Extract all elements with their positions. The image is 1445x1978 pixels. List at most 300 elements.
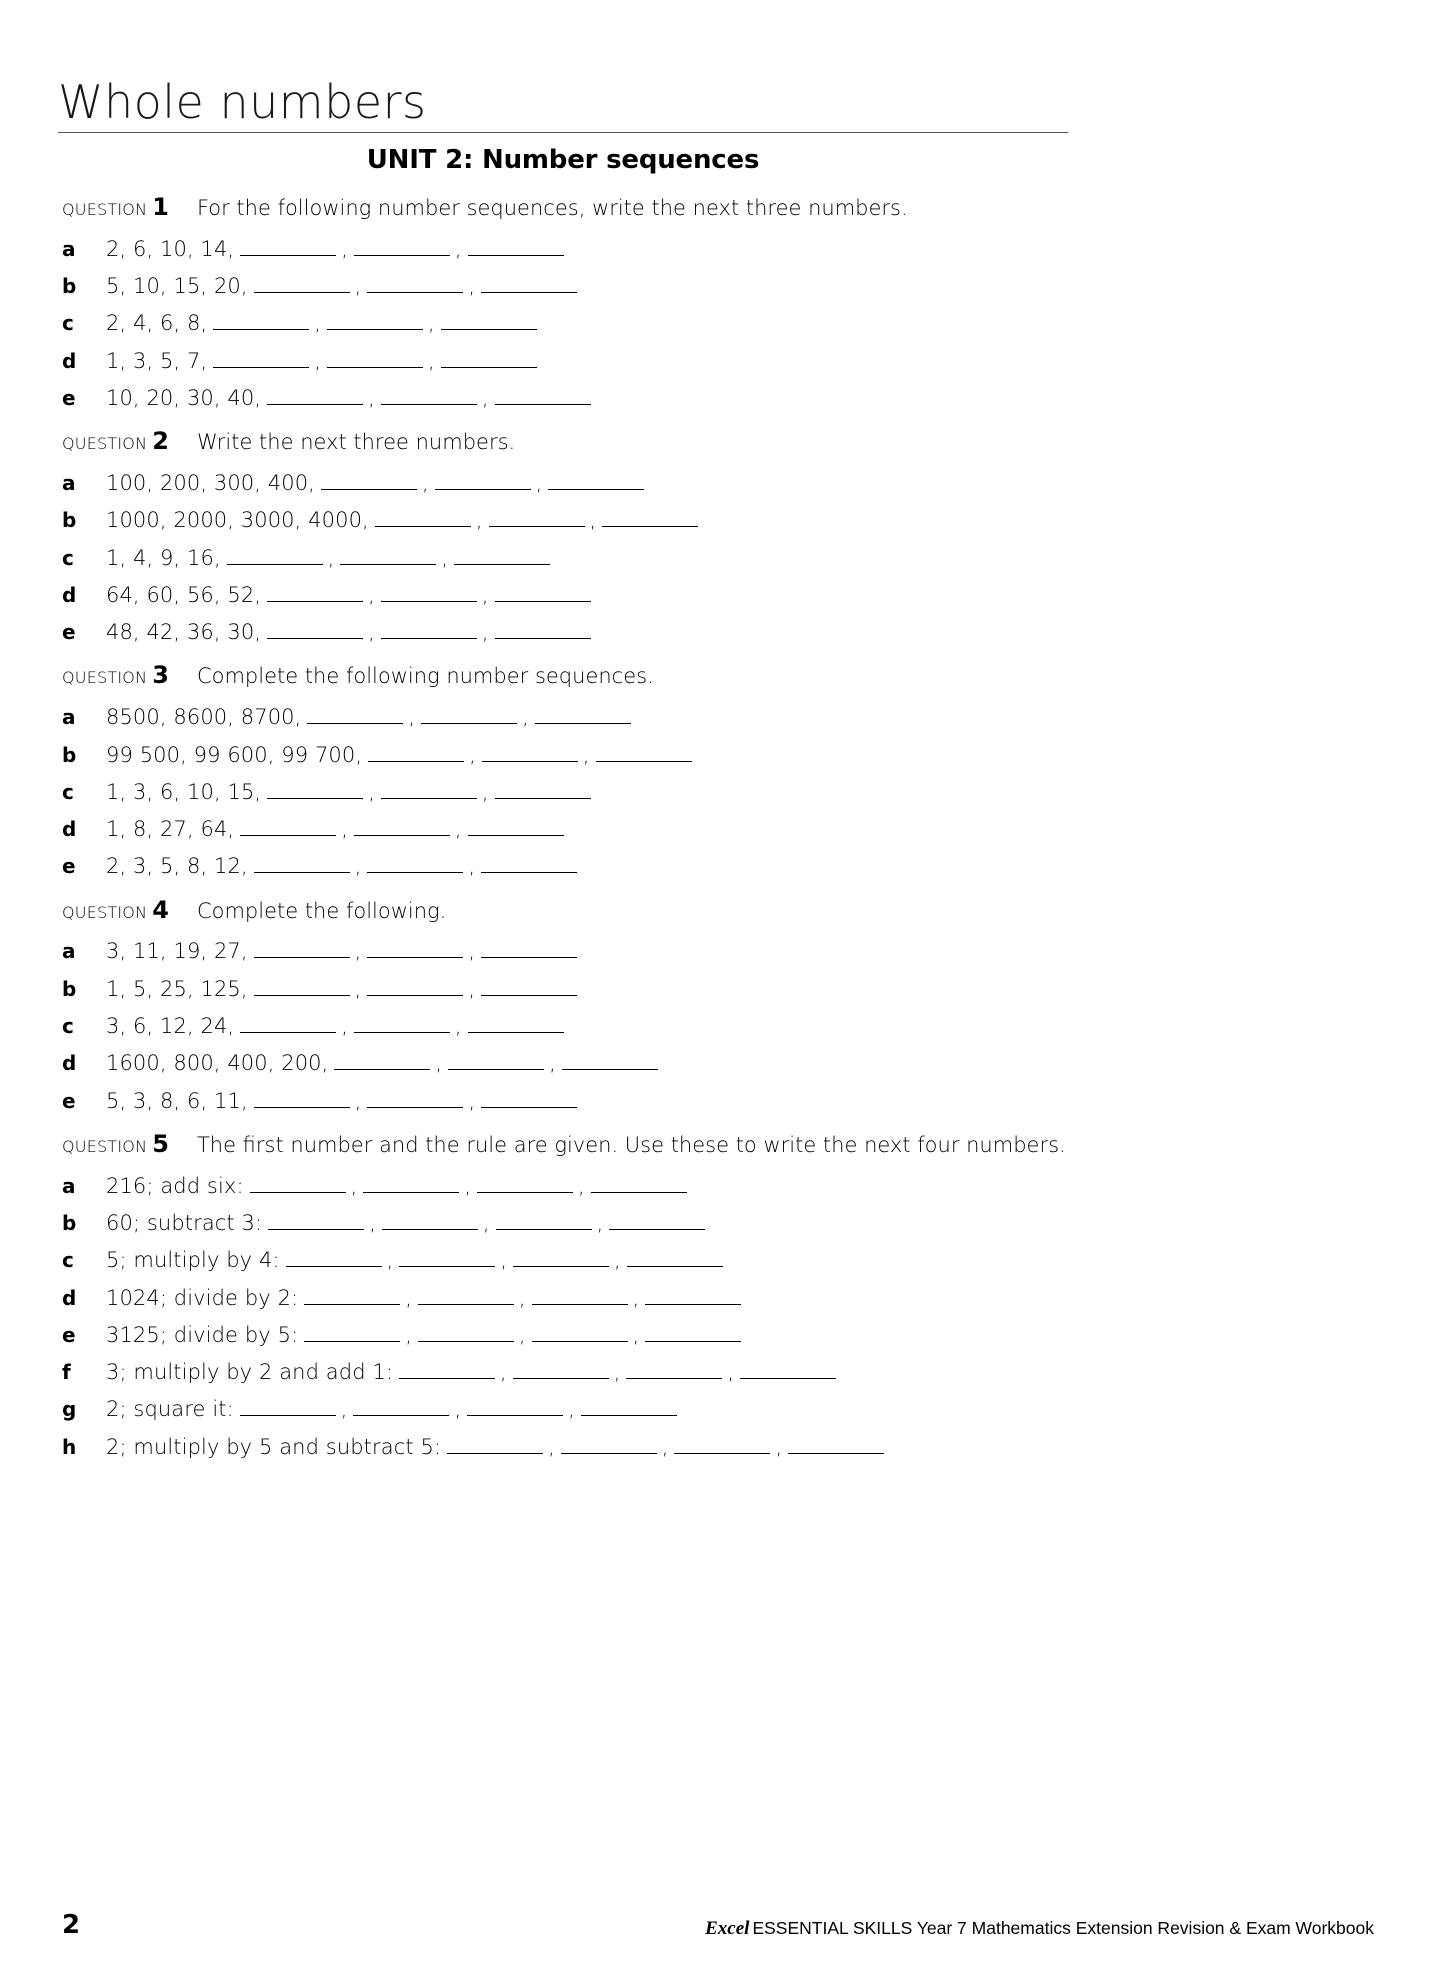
blank-separator-comma: , (368, 582, 375, 607)
question-item (62, 779, 1392, 806)
item-body (106, 1396, 677, 1423)
item-body (106, 1247, 723, 1274)
question-block (62, 192, 1392, 412)
blank-separator-comma: , (661, 1434, 669, 1459)
answer-blank[interactable] (267, 798, 363, 799)
answer-blank[interactable] (399, 1266, 495, 1267)
blank-separator-comma: , (482, 1210, 490, 1235)
question-item (62, 976, 1392, 1003)
blank-separator-comma: , (481, 779, 489, 804)
blank-separator-comma: , (314, 348, 321, 373)
item-letter: e (62, 1322, 76, 1347)
item-sequence: 1, 5, 25, 125, (106, 976, 248, 1001)
blank-separator-comma: , (368, 385, 375, 410)
answer-blank[interactable] (481, 957, 577, 958)
answer-blank[interactable] (481, 872, 577, 873)
blank-separator-comma: , (632, 1322, 640, 1347)
answer-blank[interactable] (227, 564, 323, 565)
item-body (106, 1285, 741, 1312)
blank-separator-comma: , (468, 1088, 476, 1113)
question-item (62, 1210, 1392, 1237)
question-item (62, 1396, 1392, 1423)
answer-blank[interactable] (254, 1107, 350, 1108)
answer-blank[interactable] (321, 489, 417, 490)
answer-blank[interactable] (213, 329, 309, 330)
question-number: 5 (152, 1129, 169, 1158)
item-letter: d (62, 1285, 77, 1310)
item-letter: a (62, 236, 76, 261)
answer-blank[interactable] (240, 1415, 336, 1416)
answer-blank[interactable] (421, 723, 517, 724)
blank-separator-comma: , (354, 1088, 362, 1113)
answer-blank[interactable] (548, 489, 644, 490)
chapter-title: Whole numbers (58, 75, 427, 129)
item-body (106, 1434, 884, 1461)
question-instruction: Complete the following. (196, 898, 447, 923)
blank-separator-comma: , (613, 1360, 621, 1385)
questions-container (62, 192, 1392, 1475)
answer-blank[interactable] (254, 872, 350, 873)
question-label: question (62, 429, 148, 456)
page-footer (62, 1910, 1382, 1940)
answer-blank[interactable] (240, 255, 336, 256)
answer-blank[interactable] (448, 1069, 544, 1070)
item-sequence: 64, 60, 56, 52, (106, 582, 262, 607)
item-letter: b (62, 742, 77, 767)
answer-blank[interactable] (441, 367, 537, 368)
question-instruction: Complete the following number sequences. (196, 664, 654, 689)
answer-blank[interactable] (489, 526, 585, 527)
item-letter: c (62, 1014, 74, 1039)
answer-blank[interactable] (788, 1453, 884, 1454)
question-item (62, 1173, 1392, 1200)
item-body (106, 582, 591, 609)
answer-blank[interactable] (495, 798, 591, 799)
question-item (62, 1434, 1392, 1461)
item-letter: c (62, 545, 74, 570)
answer-blank[interactable] (250, 1192, 346, 1193)
answer-blank[interactable] (381, 404, 477, 405)
question-item (62, 348, 1392, 375)
blank-separator-comma: , (408, 705, 416, 730)
answer-blank[interactable] (467, 1415, 563, 1416)
item-body (106, 1359, 836, 1386)
answer-blank[interactable] (334, 1069, 430, 1070)
item-body (106, 1173, 687, 1200)
item-sequence: 2, 6, 10, 14, (106, 236, 235, 261)
question-label: question (62, 663, 148, 690)
answer-blank[interactable] (353, 1415, 449, 1416)
item-body (106, 310, 537, 337)
blank-separator-comma: , (614, 1248, 621, 1273)
answer-blank[interactable] (513, 1378, 609, 1379)
answer-blank[interactable] (532, 1304, 628, 1305)
blank-separator-comma: , (454, 1397, 462, 1422)
answer-blank[interactable] (354, 835, 450, 836)
blank-separator-comma: , (427, 348, 435, 373)
blank-separator-comma: , (582, 742, 590, 767)
question-label: question (62, 195, 148, 221)
question-item (62, 742, 1392, 769)
answer-blank[interactable] (254, 292, 350, 293)
blank-separator-comma: , (468, 854, 476, 879)
answer-blank[interactable] (562, 1069, 658, 1070)
answer-blank[interactable] (740, 1378, 836, 1379)
answer-blank[interactable] (532, 1341, 628, 1342)
answer-blank[interactable] (645, 1304, 741, 1305)
question-number: 4 (152, 895, 169, 924)
question-item (62, 385, 1392, 412)
blank-separator-comma: , (354, 274, 362, 299)
blank-separator-comma: , (632, 1285, 640, 1310)
answer-blank[interactable] (627, 1266, 723, 1267)
question-item (62, 1088, 1392, 1115)
question-instruction: Write the next three numbers. (196, 430, 516, 455)
footer-credit (422, 1918, 1382, 1940)
answer-blank[interactable] (307, 723, 403, 724)
blank-separator-comma: , (468, 274, 476, 299)
item-letter: d (62, 582, 77, 607)
answer-blank[interactable] (602, 526, 698, 527)
answer-blank[interactable] (626, 1378, 722, 1379)
item-letter: a (62, 939, 76, 964)
item-sequence: 1, 8, 27, 64, (106, 817, 235, 842)
item-letter: b (62, 508, 77, 533)
answer-blank[interactable] (674, 1453, 770, 1454)
answer-blank[interactable] (418, 1304, 514, 1305)
item-body (106, 742, 692, 769)
item-sequence: 1024; divide by 2: (106, 1285, 299, 1310)
blank-separator-comma: , (549, 1051, 556, 1076)
blank-separator-comma: , (354, 976, 362, 1001)
question-heading (62, 660, 1392, 691)
blank-separator-comma: , (775, 1434, 783, 1459)
item-letter: d (62, 348, 77, 373)
blank-separator-comma: , (500, 1360, 507, 1385)
question-block (62, 895, 1392, 1115)
blank-separator-comma: , (535, 470, 543, 495)
answer-blank[interactable] (240, 835, 336, 836)
item-letter: b (62, 1210, 77, 1235)
answer-blank[interactable] (367, 872, 463, 873)
question-items (62, 236, 1392, 412)
question-item (62, 704, 1392, 731)
question-label: question (62, 897, 148, 924)
item-body (106, 779, 591, 806)
item-sequence: 3125; divide by 5: (106, 1322, 299, 1347)
blank-separator-comma: , (386, 1248, 394, 1273)
blank-separator-comma: , (578, 1173, 585, 1198)
item-letter: d (62, 817, 77, 842)
blank-separator-comma: , (469, 742, 476, 767)
answer-blank[interactable] (267, 638, 363, 639)
answer-blank[interactable] (304, 1304, 400, 1305)
item-letter: h (62, 1434, 77, 1459)
item-letter: c (62, 779, 74, 804)
question-instruction: For the following number sequences, write the next three numbers. (196, 196, 908, 220)
blank-separator-comma: , (368, 620, 375, 645)
blank-separator-comma: , (518, 1322, 526, 1347)
answer-blank[interactable] (482, 761, 578, 762)
question-item (62, 853, 1392, 880)
item-body (106, 236, 564, 263)
page-header (58, 75, 1068, 176)
answer-blank[interactable] (645, 1341, 741, 1342)
answer-blank[interactable] (327, 367, 423, 368)
answer-blank[interactable] (327, 329, 423, 330)
item-sequence: 3, 11, 19, 27, (106, 939, 248, 964)
item-sequence: 5, 10, 15, 20, (106, 274, 248, 299)
item-sequence: 3; multiply by 2 and add 1: (106, 1360, 394, 1385)
item-letter: a (62, 705, 76, 730)
answer-blank[interactable] (477, 1192, 573, 1193)
answer-blank[interactable] (496, 1229, 592, 1230)
answer-blank[interactable] (254, 957, 350, 958)
blank-separator-comma: , (481, 385, 489, 410)
blank-separator-comma: , (454, 817, 462, 842)
item-sequence: 5, 3, 8, 6, 11, (106, 1088, 248, 1113)
item-sequence: 3, 6, 12, 24, (106, 1014, 235, 1039)
item-body (106, 545, 550, 572)
item-sequence: 2; square it: (106, 1397, 234, 1422)
blank-separator-comma: , (421, 470, 429, 495)
item-sequence: 100, 200, 300, 400, (106, 470, 315, 495)
blank-separator-comma: , (341, 817, 348, 842)
item-sequence: 48, 42, 36, 30, (106, 620, 262, 645)
item-sequence: 99 500, 99 600, 99 700, (106, 742, 363, 767)
item-sequence: 1, 3, 5, 7, (106, 348, 208, 373)
item-letter: a (62, 1173, 76, 1198)
answer-blank[interactable] (418, 1341, 514, 1342)
blank-separator-comma: , (468, 939, 476, 964)
item-letter: e (62, 1088, 76, 1113)
question-item (62, 1359, 1392, 1386)
answer-blank[interactable] (513, 1266, 609, 1267)
blank-separator-comma: , (481, 582, 489, 607)
item-sequence: 60; subtract 3: (106, 1210, 263, 1235)
question-heading (62, 426, 1392, 457)
question-number: 1 (152, 193, 169, 221)
question-instruction: The first number and the rule are given. Use these to write the next four numbers. (196, 1132, 1066, 1157)
brand-name: Excel (705, 1918, 750, 1939)
blank-separator-comma: , (464, 1173, 471, 1198)
blank-separator-comma: , (568, 1397, 575, 1422)
answer-blank[interactable] (375, 526, 471, 527)
answer-blank[interactable] (354, 1032, 450, 1033)
blank-separator-comma: , (354, 939, 362, 964)
answer-blank[interactable] (399, 1378, 495, 1379)
question-item (62, 273, 1392, 300)
answer-blank[interactable] (304, 1341, 400, 1342)
answer-blank[interactable] (340, 564, 436, 565)
question-item (62, 816, 1392, 843)
answer-blank[interactable] (267, 404, 363, 405)
blank-separator-comma: , (596, 1210, 604, 1235)
question-items (62, 704, 1392, 880)
answer-blank[interactable] (561, 1453, 657, 1454)
item-letter: f (62, 1360, 71, 1385)
blank-separator-comma: , (327, 545, 335, 570)
answer-blank[interactable] (609, 1229, 705, 1230)
item-sequence: 2, 4, 6, 8, (106, 311, 208, 336)
item-body (106, 976, 577, 1003)
answer-blank[interactable] (367, 292, 463, 293)
item-body (106, 1088, 577, 1115)
answer-blank[interactable] (267, 601, 363, 602)
item-body (106, 938, 577, 965)
answer-blank[interactable] (441, 329, 537, 330)
item-letter: e (62, 620, 76, 645)
answer-blank[interactable] (240, 1032, 336, 1033)
question-item (62, 582, 1392, 609)
item-body (106, 385, 591, 412)
answer-blank[interactable] (454, 564, 550, 565)
question-heading (62, 895, 1392, 926)
blank-separator-comma: , (405, 1285, 412, 1310)
question-block (62, 660, 1392, 880)
item-sequence: 5; multiply by 4: (106, 1248, 280, 1273)
answer-blank[interactable] (481, 995, 577, 996)
item-letter: a (62, 470, 76, 495)
answer-blank[interactable] (535, 723, 631, 724)
answer-blank[interactable] (447, 1453, 543, 1454)
answer-blank[interactable] (382, 1229, 478, 1230)
blank-separator-comma: , (500, 1248, 507, 1273)
answer-blank[interactable] (495, 601, 591, 602)
blank-separator-comma: , (427, 311, 435, 336)
blank-separator-comma: , (341, 236, 348, 261)
blank-separator-comma: , (405, 1322, 412, 1347)
item-body (106, 1210, 705, 1237)
blank-separator-comma: , (522, 705, 529, 730)
item-sequence: 2, 3, 5, 8, 12, (106, 854, 248, 879)
question-item (62, 1322, 1392, 1349)
question-items (62, 938, 1392, 1114)
question-label: question (62, 1131, 148, 1158)
answer-blank[interactable] (367, 957, 463, 958)
question-block (62, 1129, 1392, 1461)
item-body (106, 619, 591, 646)
answer-blank[interactable] (381, 798, 477, 799)
blank-separator-comma: , (435, 1051, 443, 1076)
item-body (106, 1322, 741, 1349)
item-letter: g (62, 1397, 77, 1422)
item-letter: d (62, 1051, 77, 1076)
answer-blank[interactable] (367, 995, 463, 996)
question-item (62, 310, 1392, 337)
answer-blank[interactable] (435, 489, 531, 490)
item-sequence: 2; multiply by 5 and subtract 5: (106, 1434, 442, 1459)
answer-blank[interactable] (591, 1192, 687, 1193)
blank-separator-comma: , (548, 1434, 555, 1459)
question-item (62, 470, 1392, 497)
answer-blank[interactable] (596, 761, 692, 762)
footer-text: ESSENTIAL SKILLS Year 7 Mathematics Extension Revision & Exam Workbook (752, 1918, 1374, 1938)
question-heading (62, 192, 1392, 223)
blank-separator-comma: , (518, 1285, 526, 1310)
item-sequence: 1000, 2000, 3000, 4000, (106, 508, 369, 533)
answer-blank[interactable] (481, 1107, 577, 1108)
blank-separator-comma: , (350, 1173, 358, 1198)
header-divider (58, 132, 1068, 133)
question-item (62, 619, 1392, 646)
question-heading (62, 1129, 1392, 1160)
question-number: 3 (152, 661, 169, 690)
answer-blank[interactable] (254, 995, 350, 996)
answer-blank[interactable] (468, 1032, 564, 1033)
item-body (106, 1050, 658, 1077)
question-number: 2 (152, 427, 169, 456)
item-sequence: 216; add six: (106, 1173, 244, 1198)
item-sequence: 1, 4, 9, 16, (106, 545, 221, 570)
blank-separator-comma: , (727, 1360, 735, 1385)
blank-separator-comma: , (368, 779, 375, 804)
question-items (62, 470, 1392, 646)
question-item (62, 1013, 1392, 1040)
item-sequence: 10, 20, 30, 40, (106, 385, 262, 410)
answer-blank[interactable] (581, 1415, 677, 1416)
answer-blank[interactable] (468, 255, 564, 256)
blank-separator-comma: , (441, 545, 449, 570)
item-letter: c (62, 311, 74, 336)
answer-blank[interactable] (367, 1107, 463, 1108)
item-body (106, 348, 537, 375)
answer-blank[interactable] (268, 1229, 364, 1230)
answer-blank[interactable] (495, 404, 591, 405)
question-item (62, 545, 1392, 572)
item-body (106, 507, 698, 534)
answer-blank[interactable] (481, 292, 577, 293)
unit-title: UNIT 2: Number sequences (366, 145, 760, 176)
item-sequence: 1600, 800, 400, 200, (106, 1051, 329, 1076)
answer-blank[interactable] (213, 367, 309, 368)
question-item (62, 236, 1392, 263)
answer-blank[interactable] (354, 255, 450, 256)
question-item (62, 1050, 1392, 1077)
answer-blank[interactable] (363, 1192, 459, 1193)
answer-blank[interactable] (495, 638, 591, 639)
item-sequence: 8500, 8600, 8700, (106, 705, 302, 730)
item-body (106, 1013, 564, 1040)
question-items (62, 1173, 1392, 1461)
item-letter: b (62, 976, 77, 1001)
blank-separator-comma: , (589, 508, 597, 533)
blank-separator-comma: , (481, 620, 489, 645)
item-sequence: 1, 3, 6, 10, 15, (106, 779, 262, 804)
blank-separator-comma: , (475, 508, 483, 533)
question-block (62, 426, 1392, 646)
answer-blank[interactable] (381, 638, 477, 639)
blank-separator-comma: , (340, 1397, 348, 1422)
answer-blank[interactable] (368, 761, 464, 762)
answer-blank[interactable] (468, 835, 564, 836)
question-item (62, 507, 1392, 534)
item-body (106, 853, 577, 880)
question-item (62, 938, 1392, 965)
blank-separator-comma: , (314, 311, 321, 336)
item-letter: c (62, 1248, 74, 1273)
item-body (106, 704, 631, 731)
answer-blank[interactable] (381, 601, 477, 602)
answer-blank[interactable] (286, 1266, 382, 1267)
page-number: 2 (62, 1910, 81, 1940)
item-letter: e (62, 854, 76, 879)
blank-separator-comma: , (468, 976, 476, 1001)
item-letter: e (62, 385, 76, 410)
blank-separator-comma: , (454, 236, 462, 261)
blank-separator-comma: , (354, 854, 362, 879)
question-item (62, 1247, 1392, 1274)
